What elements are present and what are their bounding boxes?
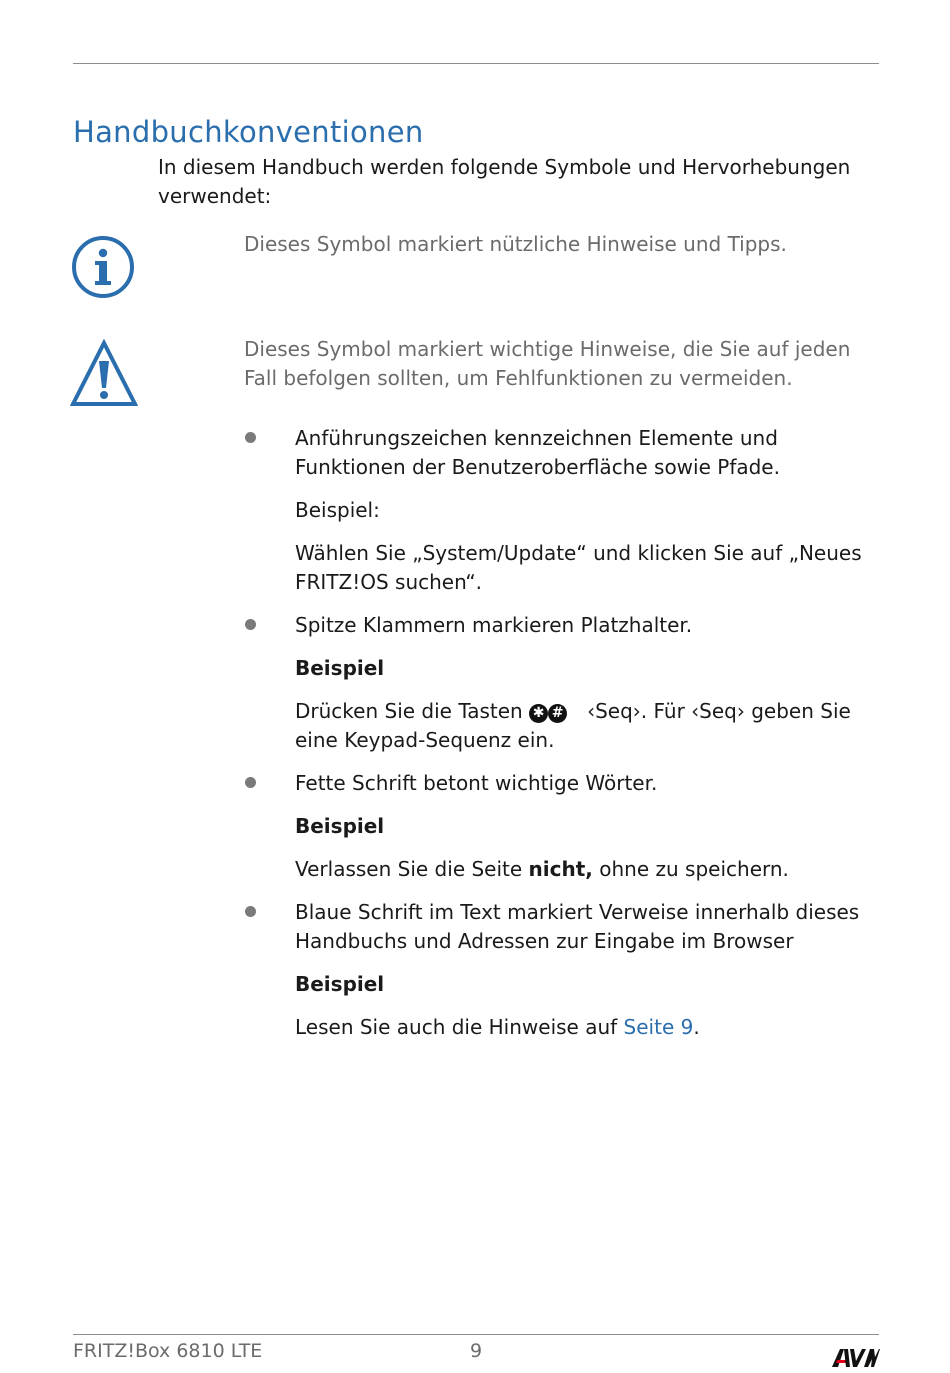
example-label: Beispiel [295, 972, 385, 996]
conventions-list [244, 424, 884, 1056]
footer-product-name: FRITZ!Box 6810 LTE [73, 1340, 263, 1362]
list-item [244, 611, 884, 755]
example-prefix: Lesen Sie auch die Hinweise auf [295, 1015, 624, 1039]
intro-paragraph: In diesem Handbuch werden folgende Symbole und Hervorhebungen verwendet: [158, 155, 851, 208]
list-item [244, 898, 884, 1042]
footer-page-number: 9 [470, 1340, 483, 1362]
example-suffix: . [693, 1015, 700, 1039]
list-item [244, 424, 884, 597]
example-label: Beispiel [295, 814, 385, 838]
warning-note-text: Dieses Symbol markiert wichtige Hinweise, die Sie auf jeden Fall befolgen sollten, um Fehlfunktionen zu vermeiden. [244, 337, 851, 390]
example-text [295, 697, 884, 755]
example-text: Wählen Sie „System/Update“ und klicken Sie auf „Neues FRITZ!OS suchen“. [295, 541, 862, 594]
list-item-text: Spitze Klammern markieren Platzhalter. [295, 613, 693, 637]
example-text [295, 1013, 884, 1042]
example-prefix: Drücken Sie die Tasten [295, 699, 523, 723]
bottom-divider [73, 1334, 879, 1335]
avm-logo-icon [830, 1346, 880, 1368]
example-suffix: ohne zu speichern. [592, 857, 789, 881]
top-divider [73, 63, 879, 64]
info-icon [70, 234, 136, 300]
example-label: Beispiel: [295, 498, 380, 522]
example-prefix: Verlassen Sie die Seite [295, 857, 529, 881]
page-reference-link[interactable]: Seite 9 [623, 1015, 694, 1039]
example-suffix: ‹Seq›. Für ‹Seq› geben Sie eine Keypad-Sequenz ein. [295, 699, 851, 752]
info-note-text: Dieses Symbol markiert nützliche Hinweise und Tipps. [244, 232, 787, 256]
page-title: Handbuchkonventionen [73, 115, 424, 150]
example-text [295, 855, 884, 884]
example-bold-word: nicht, [528, 857, 593, 881]
list-item-text: Anführungszeichen kennzeichnen Elemente und Funktionen der Benutzeroberfläche sowie Pfade. [295, 426, 780, 479]
example-label: Beispiel [295, 656, 385, 680]
bullet-icon [245, 777, 256, 788]
list-item [244, 769, 884, 884]
warning-icon [70, 339, 138, 407]
bullet-icon [245, 432, 256, 443]
bullet-icon [245, 619, 256, 630]
list-item-text: Fette Schrift betont wichtige Wörter. [295, 771, 658, 795]
list-item-text: Blaue Schrift im Text markiert Verweise innerhalb dieses Handbuchs und Adressen zur Eingabe im Browser [295, 900, 860, 953]
bullet-icon [245, 906, 256, 917]
star-key-icon: ✱ [529, 704, 548, 723]
hash-key-icon: # [548, 704, 567, 723]
